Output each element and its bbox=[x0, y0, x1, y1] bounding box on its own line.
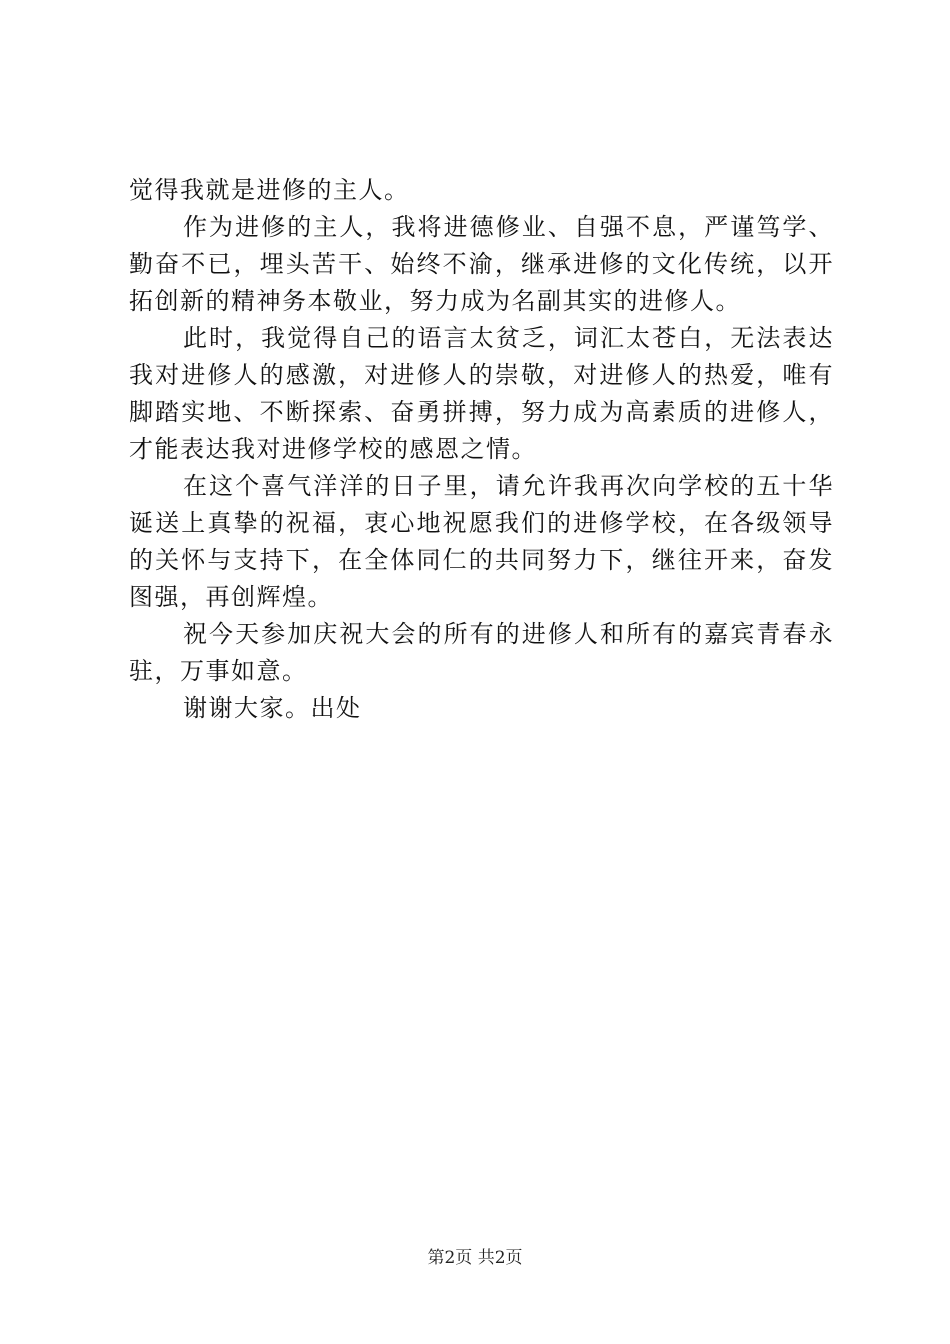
document-body bbox=[129, 172, 834, 727]
paragraph: 在这个喜气洋洋的日子里，请允许我再次向学校的五十华诞送上真挚的祝福，衷心地祝愿我们的进修学校，在各级领导的关怀与支持下，在全体同仁的共同努力下，继往开来，奋发图强，再创辉煌。 bbox=[129, 472, 834, 611]
paragraph: 作为进修的主人，我将进德修业、自强不息，严谨笃学、勤奋不已，埋头苦干、始终不渝，继承进修的文化传统，以开拓创新的精神务本敬业，努力成为名副其实的进修人。 bbox=[129, 213, 834, 315]
paragraph: 谢谢大家。出处 bbox=[183, 694, 362, 722]
paragraph: 此时，我觉得自己的语言太贫乏，词汇太苍白，无法表达我对进修人的感激，对进修人的崇敬，对进修人的热爱，唯有脚踏实地、不断探索、奋勇拼搏，努力成为高素质的进修人，才能表达我对进修学校的感恩之情。 bbox=[129, 324, 834, 463]
paragraph-continuation: 觉得我就是进修的主人。 bbox=[129, 176, 410, 204]
page-number-footer: 第2页 共2页 bbox=[427, 1248, 523, 1268]
paragraph: 祝今天参加庆祝大会的所有的进修人和所有的嘉宾青春永驻，万事如意。 bbox=[129, 620, 834, 685]
